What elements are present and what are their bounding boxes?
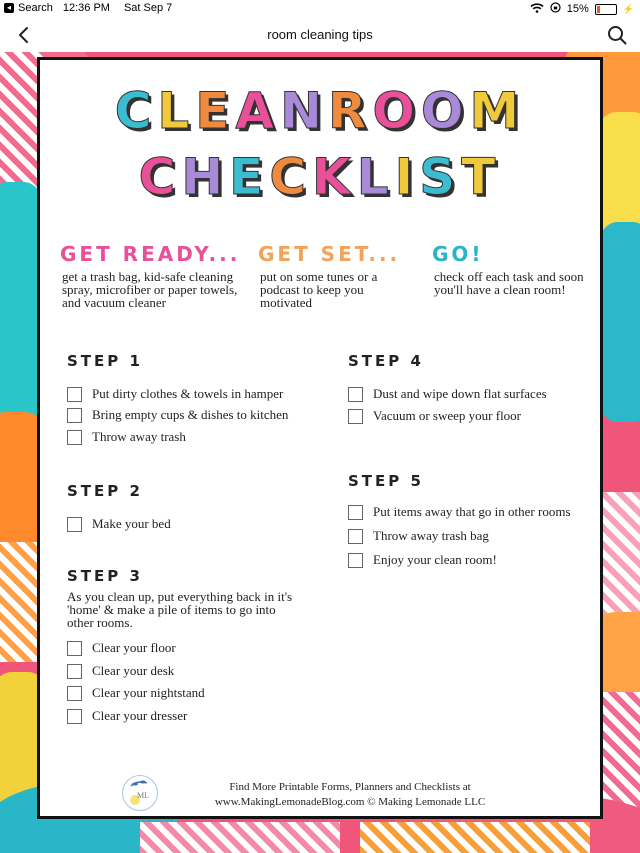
go-text: check off each task and soon you'll have a clean room!: [434, 269, 584, 297]
title-letter: T: [461, 148, 502, 206]
checklist-item[interactable]: [348, 386, 547, 402]
item-label: Clear your nightstand: [92, 685, 205, 700]
checkbox[interactable]: [67, 709, 82, 724]
wifi-icon: [530, 3, 544, 16]
get-ready-heading: GET READY...: [60, 242, 241, 266]
checkbox[interactable]: [67, 387, 82, 402]
step-3-note: As you clean up, put everything back in it's 'home' & make a pile of items to go into other rooms.: [67, 589, 293, 630]
checkbox[interactable]: [348, 553, 363, 568]
checkbox[interactable]: [67, 430, 82, 445]
charging-icon: ⚡: [622, 3, 634, 14]
checkbox[interactable]: [67, 664, 82, 679]
nav-bar: [0, 18, 640, 52]
item-label: Throw away trash bag: [373, 528, 489, 543]
footer-line-1: Find More Printable Forms, Planners and Checklists at: [229, 781, 471, 793]
item-label: Put items away that go in other rooms: [373, 504, 571, 519]
title-line-1: [40, 82, 600, 140]
title-letter: O: [421, 82, 470, 140]
logo-monogram: ML: [137, 791, 149, 800]
step-1-heading: STEP 1: [67, 352, 143, 370]
item-label: Put dirty clothes & towels in hamper: [92, 386, 284, 401]
step-2-heading: STEP 2: [67, 482, 143, 500]
checklist-item[interactable]: [348, 552, 497, 568]
decor-stripes: [140, 822, 340, 853]
checkbox[interactable]: [348, 409, 363, 424]
get-ready-text: get a trash bag, kid-safe cleaning spray, microfiber or paper towels, and vacuum cleaner: [62, 269, 238, 310]
item-label: Throw away trash: [92, 429, 186, 444]
title-text-2: [139, 148, 502, 206]
checklist-item[interactable]: [67, 429, 186, 445]
item-label: Clear your dresser: [92, 708, 188, 723]
nav-title: room cleaning tips: [267, 27, 373, 42]
title-letter: A: [235, 82, 281, 140]
checklist-item[interactable]: [67, 386, 283, 402]
go-heading: GO!: [432, 242, 484, 266]
title-text-1: [115, 82, 526, 140]
decor-stripes: [600, 492, 640, 622]
decor-stripes: [360, 822, 590, 853]
orientation-lock-icon: [550, 2, 561, 16]
title-letter: S: [419, 148, 462, 206]
checkbox[interactable]: [67, 517, 82, 532]
checklist-item[interactable]: [67, 685, 205, 701]
back-to-app-icon[interactable]: ◂: [4, 3, 14, 13]
item-label: Vacuum or sweep your floor: [373, 408, 522, 423]
get-set-heading: GET SET...: [258, 242, 401, 266]
step-4-heading: STEP 4: [348, 352, 424, 370]
checklist-item[interactable]: [67, 407, 288, 423]
status-time: 12:36 PM: [62, 2, 110, 14]
title-letter: E: [195, 82, 236, 140]
checkbox[interactable]: [67, 686, 82, 701]
checkbox[interactable]: [67, 408, 82, 423]
title-letter: C: [114, 82, 158, 140]
checklist-item[interactable]: [67, 516, 171, 532]
title-letter: N: [280, 82, 328, 140]
title-letter: C: [138, 148, 182, 206]
title-letter: E: [229, 148, 270, 206]
title-letter: O: [372, 82, 422, 140]
battery-percent: 15%: [566, 3, 589, 15]
decor-stripes: [600, 692, 640, 812]
status-date: Sat Sep 7: [123, 2, 173, 14]
title-letter: H: [181, 148, 230, 206]
item-label: Enjoy your clean room!: [373, 552, 497, 567]
get-set-text: put on some tunes or a podcast to keep you motivated: [260, 269, 378, 310]
making-lemonade-logo: [122, 775, 158, 811]
checklist-item[interactable]: [348, 528, 489, 544]
status-bar: [0, 0, 640, 18]
back-app-label[interactable]: Search: [18, 2, 53, 14]
checklist-sheet: [37, 57, 603, 819]
item-label: Clear your floor: [92, 640, 176, 655]
item-label: Bring empty cups & dishes to kitchen: [92, 407, 289, 422]
checklist-item[interactable]: [67, 640, 176, 656]
item-label: Make your bed: [92, 516, 171, 531]
checkbox[interactable]: [348, 387, 363, 402]
title-line-2: [40, 148, 600, 206]
battery-icon: [595, 4, 617, 15]
title-letter: C: [269, 148, 313, 206]
checkbox[interactable]: [348, 529, 363, 544]
item-label: Clear your desk: [92, 663, 175, 678]
checklist-item[interactable]: [348, 504, 571, 520]
title-letter: R: [327, 82, 373, 140]
title-letter: I: [394, 148, 420, 206]
checkbox[interactable]: [348, 505, 363, 520]
search-icon[interactable]: [606, 24, 628, 46]
item-label: Dust and wipe down flat surfaces: [373, 386, 547, 401]
step-3-heading: STEP 3: [67, 567, 143, 585]
step-5-heading: STEP 5: [348, 472, 424, 490]
checklist-item[interactable]: [67, 663, 174, 679]
checkbox[interactable]: [67, 641, 82, 656]
checklist-item[interactable]: [67, 708, 187, 724]
checklist-item[interactable]: [348, 408, 521, 424]
title-letter: K: [312, 148, 357, 206]
title-letter: L: [356, 148, 395, 206]
title-letter: L: [157, 82, 196, 140]
title-letter: M: [469, 82, 526, 140]
footer-credit: [190, 780, 510, 810]
footer-line-2[interactable]: www.MakingLemonadeBlog.com © Making Lemonade LLC: [214, 796, 486, 808]
